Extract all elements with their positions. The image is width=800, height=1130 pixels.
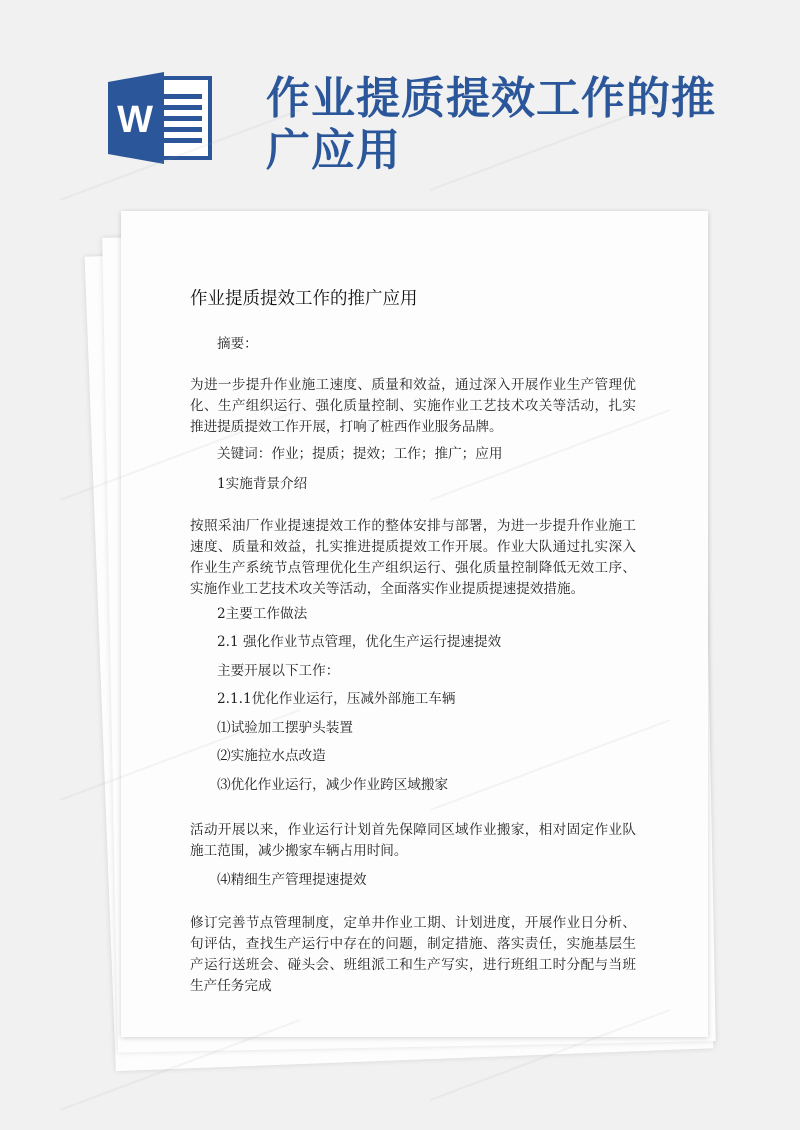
list-item-2: ⑵实施拉水点改造 [217, 748, 326, 764]
abstract-paragraph: 为进一步提升作业施工速度、质量和效益，通过深入开展作业生产管理优化、生产组织运行、强化质量控制、实施作业工艺技术攻关等活动，扎实推进提质提效工作开展，打响了桩西作业服务品牌。 [190, 377, 636, 435]
word-logo-letter: W [117, 99, 153, 141]
heading-2: 2主要工作做法 [217, 606, 308, 622]
heading-2-1: 2.1 强化作业节点管理，优化生产运行提速提效 [217, 634, 502, 650]
abstract-label: 摘要： [217, 336, 258, 352]
page-title-line-1: 作业提质提效工作的推 [266, 73, 716, 124]
background-paragraph: 按照采油厂作业提速提效工作的整体安排与部署，为进一步提升作业施工速度、质量和效益，扎实推进提质提效工作开展。作业大队通过扎实深入作业生产系统节点管理优化生产组织运行、强化质量控制降低无效工序、实施作业工艺技术攻关等活动，全面落实作业提质提速提效措施。 [190, 518, 636, 597]
list-item-1: ⑴试验加工摆驴头装置 [217, 720, 353, 736]
heading-2-1-1: 2.1.1优化作业运行，压减外部施工车辆 [217, 691, 456, 707]
intro-line: 主要开展以下工作： [217, 663, 340, 679]
list-item-3: ⑶优化作业运行，减少作业跨区域搬家 [217, 777, 449, 793]
management-paragraph: 修订完善节点管理制度，定单井作业工期、计划进度，开展作业日分析、旬评估，查找生产运行中存在的问题，制定措施、落实责任，实施基层生产运行送班会、碰头会、班组派工和生产写实，进行班组工时分配与当班生产任务完成 [190, 915, 636, 994]
document-title: 作业提质提效工作的推广应用 [190, 289, 418, 309]
keywords: 关键词：作业；提质；提效；工作；推广；应用 [217, 446, 503, 462]
activity-paragraph: 活动开展以来，作业运行计划首先保障同区域作业搬家，相对固定作业队施工范围，减少搬家车辆占用时间。 [190, 822, 636, 859]
list-item-4: ⑷精细生产管理提速提效 [217, 872, 367, 888]
page-title-line-2: 广应用 [266, 125, 401, 176]
heading-1: 1实施背景介绍 [217, 476, 308, 492]
